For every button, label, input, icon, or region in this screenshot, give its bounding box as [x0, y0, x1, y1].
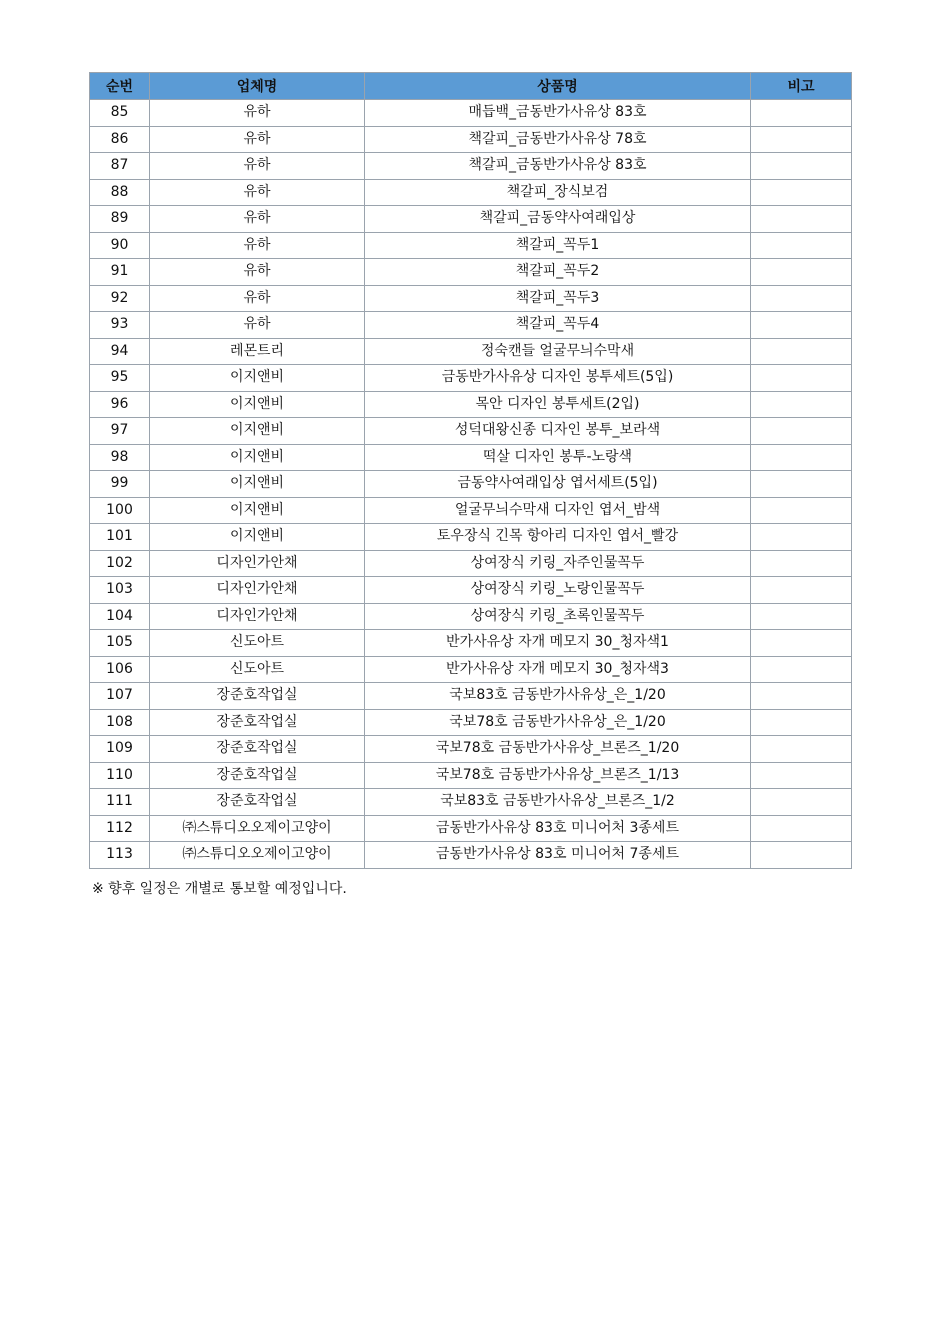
cell-remark — [751, 683, 852, 710]
cell-company: 레몬트리 — [150, 338, 365, 365]
header-remark: 비고 — [751, 73, 852, 100]
table-row — [90, 259, 852, 286]
cell-remark — [751, 259, 852, 286]
cell-remark — [751, 736, 852, 763]
header-no: 순번 — [90, 73, 150, 100]
cell-product: 국보78호 금동반가사유상_은_1/20 — [365, 709, 751, 736]
table-row — [90, 842, 852, 869]
table-row — [90, 789, 852, 816]
cell-company: 이지앤비 — [150, 471, 365, 498]
cell-no: 111 — [90, 789, 150, 816]
table-row — [90, 312, 852, 339]
cell-product: 책갈피_금동약사여래입상 — [365, 206, 751, 233]
cell-company: 유하 — [150, 153, 365, 180]
cell-remark — [751, 365, 852, 392]
cell-company: 유하 — [150, 312, 365, 339]
cell-product: 반가사유상 자개 메모지 30_청자색1 — [365, 630, 751, 657]
table-row — [90, 709, 852, 736]
cell-product: 책갈피_꼭두2 — [365, 259, 751, 286]
cell-no: 103 — [90, 577, 150, 604]
cell-remark — [751, 179, 852, 206]
cell-product: 금동반가사유상 디자인 봉투세트(5입) — [365, 365, 751, 392]
cell-product: 매듭백_금동반가사유상 83호 — [365, 100, 751, 127]
cell-no: 92 — [90, 285, 150, 312]
cell-no: 88 — [90, 179, 150, 206]
table-row — [90, 762, 852, 789]
cell-remark — [751, 789, 852, 816]
table-row — [90, 736, 852, 763]
cell-product: 정숙캔들 얼굴무늬수막새 — [365, 338, 751, 365]
table-row — [90, 365, 852, 392]
cell-no: 90 — [90, 232, 150, 259]
cell-no: 87 — [90, 153, 150, 180]
table-row — [90, 338, 852, 365]
footnote: ※ 향후 일정은 개별로 통보할 예정입니다. — [92, 881, 347, 897]
cell-remark — [751, 471, 852, 498]
cell-remark — [751, 232, 852, 259]
cell-company: 이지앤비 — [150, 497, 365, 524]
cell-company: 이지앤비 — [150, 391, 365, 418]
cell-product: 반가사유상 자개 메모지 30_청자색3 — [365, 656, 751, 683]
cell-remark — [751, 126, 852, 153]
cell-company: 장준호작업실 — [150, 683, 365, 710]
cell-company: ㈜스튜디오오제이고양이 — [150, 815, 365, 842]
header-product: 상품명 — [365, 73, 751, 100]
cell-no: 85 — [90, 100, 150, 127]
cell-remark — [751, 391, 852, 418]
cell-no: 89 — [90, 206, 150, 233]
table-body — [90, 100, 852, 869]
table-row — [90, 232, 852, 259]
product-table — [89, 72, 852, 869]
cell-remark — [751, 100, 852, 127]
table-row — [90, 630, 852, 657]
cell-remark — [751, 550, 852, 577]
cell-no: 97 — [90, 418, 150, 445]
table-row — [90, 471, 852, 498]
cell-remark — [751, 630, 852, 657]
cell-product: 국보78호 금동반가사유상_브론즈_1/20 — [365, 736, 751, 763]
cell-product: 성덕대왕신종 디자인 봉투_보라색 — [365, 418, 751, 445]
cell-company: 이지앤비 — [150, 444, 365, 471]
cell-no: 108 — [90, 709, 150, 736]
cell-remark — [751, 524, 852, 551]
cell-company: 이지앤비 — [150, 418, 365, 445]
cell-remark — [751, 444, 852, 471]
cell-remark — [751, 577, 852, 604]
cell-product: 국보83호 금동반가사유상_브론즈_1/2 — [365, 789, 751, 816]
cell-no: 106 — [90, 656, 150, 683]
cell-company: 장준호작업실 — [150, 789, 365, 816]
cell-product: 국보83호 금동반가사유상_은_1/20 — [365, 683, 751, 710]
cell-remark — [751, 709, 852, 736]
table-row — [90, 179, 852, 206]
cell-product: 상여장식 키링_노랑인물꼭두 — [365, 577, 751, 604]
cell-company: 이지앤비 — [150, 524, 365, 551]
cell-no: 98 — [90, 444, 150, 471]
cell-product: 책갈피_금동반가사유상 83호 — [365, 153, 751, 180]
cell-no: 94 — [90, 338, 150, 365]
cell-remark — [751, 842, 852, 869]
table-row — [90, 153, 852, 180]
cell-product: 책갈피_꼭두1 — [365, 232, 751, 259]
cell-company: 유하 — [150, 126, 365, 153]
cell-company: 장준호작업실 — [150, 762, 365, 789]
cell-remark — [751, 285, 852, 312]
cell-product: 떡살 디자인 봉투-노랑색 — [365, 444, 751, 471]
cell-product: 상여장식 키링_자주인물꼭두 — [365, 550, 751, 577]
table-row — [90, 524, 852, 551]
table-row — [90, 497, 852, 524]
cell-remark — [751, 497, 852, 524]
cell-company: 유하 — [150, 206, 365, 233]
cell-product: 책갈피_금동반가사유상 78호 — [365, 126, 751, 153]
table-row — [90, 444, 852, 471]
cell-product: 금동반가사유상 83호 미니어처 7종세트 — [365, 842, 751, 869]
cell-product: 상여장식 키링_초록인물꼭두 — [365, 603, 751, 630]
header-company: 업체명 — [150, 73, 365, 100]
cell-no: 110 — [90, 762, 150, 789]
cell-company: 장준호작업실 — [150, 736, 365, 763]
cell-company: 신도아트 — [150, 630, 365, 657]
cell-remark — [751, 312, 852, 339]
cell-remark — [751, 153, 852, 180]
cell-product: 토우장식 긴목 항아리 디자인 엽서_빨강 — [365, 524, 751, 551]
cell-company: 신도아트 — [150, 656, 365, 683]
cell-remark — [751, 762, 852, 789]
cell-remark — [751, 206, 852, 233]
cell-no: 100 — [90, 497, 150, 524]
cell-remark — [751, 338, 852, 365]
cell-company: 유하 — [150, 259, 365, 286]
cell-remark — [751, 815, 852, 842]
table-row — [90, 285, 852, 312]
cell-company: 장준호작업실 — [150, 709, 365, 736]
cell-no: 101 — [90, 524, 150, 551]
cell-product: 책갈피_꼭두4 — [365, 312, 751, 339]
cell-company: ㈜스튜디오오제이고양이 — [150, 842, 365, 869]
table-row — [90, 656, 852, 683]
cell-no: 102 — [90, 550, 150, 577]
cell-company: 유하 — [150, 179, 365, 206]
cell-no: 112 — [90, 815, 150, 842]
cell-no: 104 — [90, 603, 150, 630]
cell-remark — [751, 603, 852, 630]
table-row — [90, 603, 852, 630]
cell-no: 95 — [90, 365, 150, 392]
cell-no: 91 — [90, 259, 150, 286]
cell-product: 얼굴무늬수막새 디자인 엽서_밤색 — [365, 497, 751, 524]
table-row — [90, 206, 852, 233]
cell-no: 96 — [90, 391, 150, 418]
cell-no: 93 — [90, 312, 150, 339]
cell-company: 디자인가안채 — [150, 577, 365, 604]
cell-company: 유하 — [150, 100, 365, 127]
table-row — [90, 391, 852, 418]
cell-product: 국보78호 금동반가사유상_브론즈_1/13 — [365, 762, 751, 789]
cell-no: 107 — [90, 683, 150, 710]
table-row — [90, 683, 852, 710]
table-header-row — [90, 73, 852, 100]
cell-company: 유하 — [150, 232, 365, 259]
cell-product: 책갈피_꼭두3 — [365, 285, 751, 312]
table-row — [90, 815, 852, 842]
cell-remark — [751, 418, 852, 445]
cell-company: 디자인가안채 — [150, 550, 365, 577]
cell-product: 금동반가사유상 83호 미니어처 3종세트 — [365, 815, 751, 842]
cell-no: 99 — [90, 471, 150, 498]
table-row — [90, 100, 852, 127]
table-row — [90, 577, 852, 604]
cell-product: 목안 디자인 봉투세트(2입) — [365, 391, 751, 418]
cell-company: 디자인가안채 — [150, 603, 365, 630]
table-row — [90, 126, 852, 153]
table-row — [90, 418, 852, 445]
cell-no: 113 — [90, 842, 150, 869]
cell-product: 책갈피_장식보검 — [365, 179, 751, 206]
cell-company: 유하 — [150, 285, 365, 312]
cell-remark — [751, 656, 852, 683]
cell-company: 이지앤비 — [150, 365, 365, 392]
table-row — [90, 550, 852, 577]
cell-no: 86 — [90, 126, 150, 153]
cell-product: 금동약사여래입상 엽서세트(5입) — [365, 471, 751, 498]
cell-no: 105 — [90, 630, 150, 657]
cell-no: 109 — [90, 736, 150, 763]
